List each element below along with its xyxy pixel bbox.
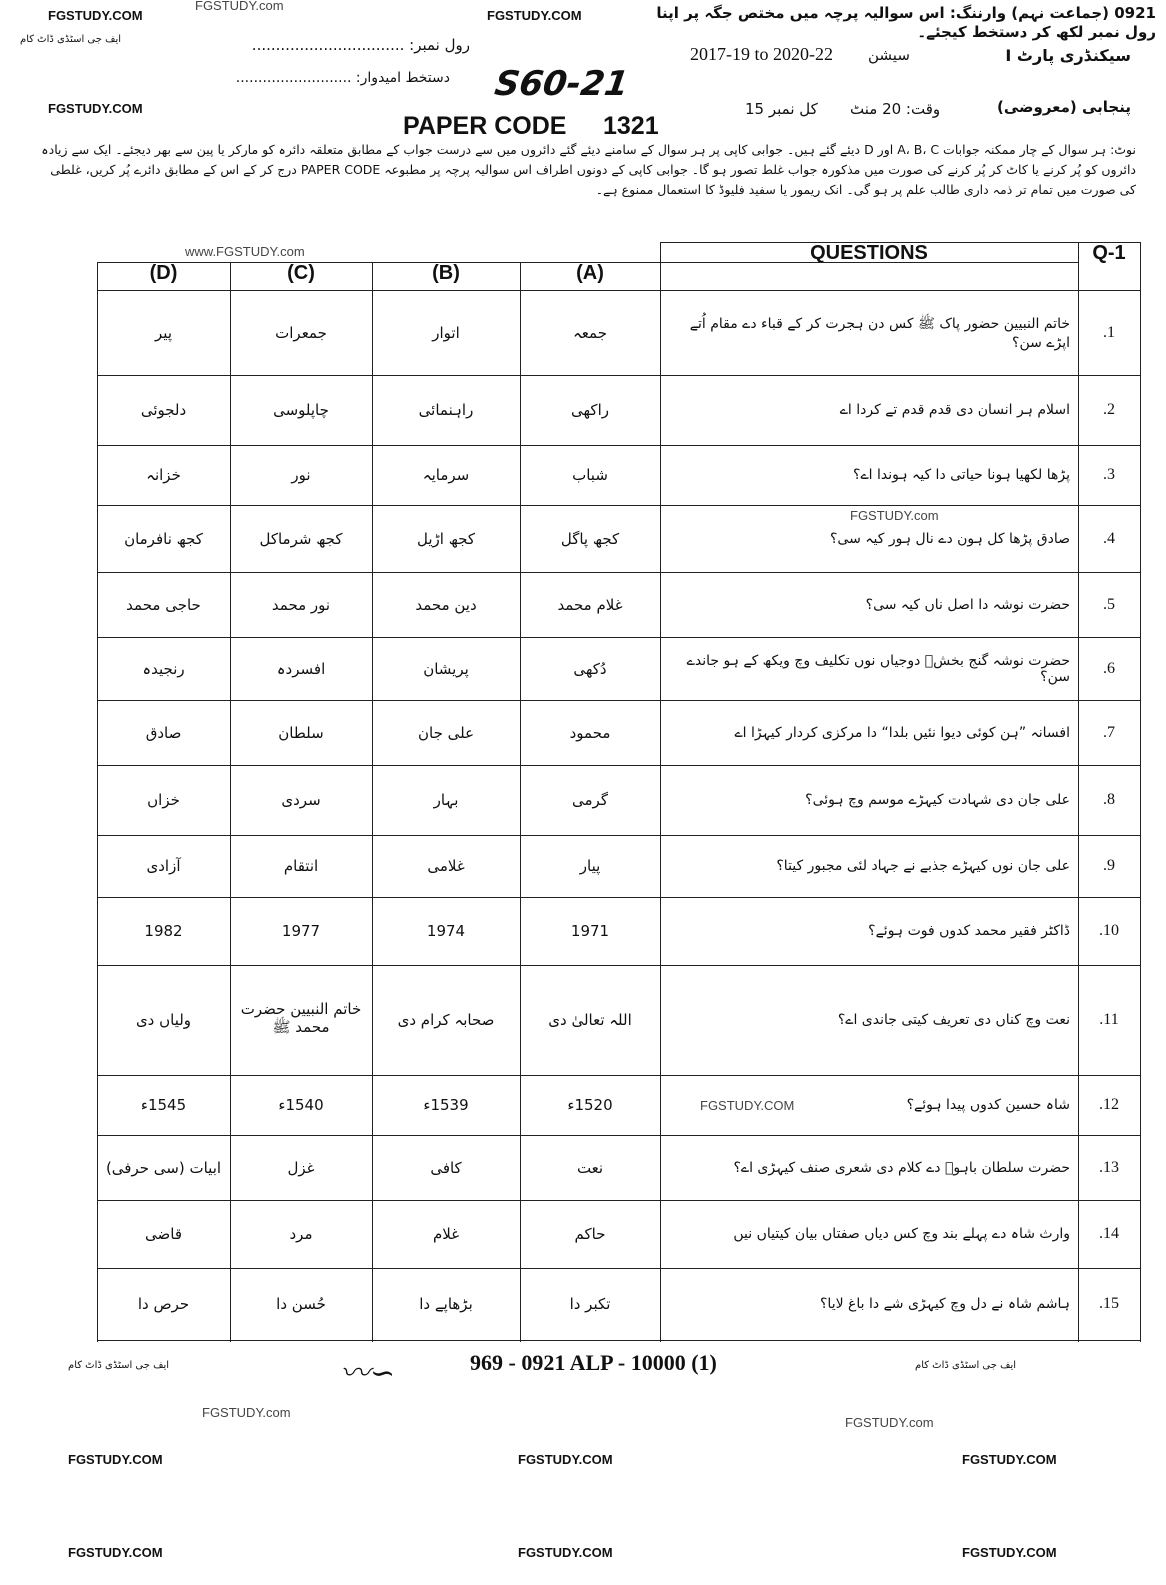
- question-number: .7: [1103, 723, 1115, 741]
- option-d: حاجی محمد: [126, 595, 201, 614]
- option-d: 1982: [144, 922, 183, 940]
- question-text: خاتم النبیین حضور پاک ﷺ کس دن ہجرت کر کے قباء دے مقام اُتے اپڑے سن؟: [689, 315, 1070, 351]
- option-d: ولیاں دی: [135, 1011, 192, 1029]
- question-number: .1: [1103, 323, 1115, 341]
- option-d: صادق: [145, 723, 182, 742]
- question-text: علی جان نوں کیہڑے جذبے نے جہاد لئی مجبور کیتا؟: [776, 858, 1070, 874]
- option-b: سرمایہ: [422, 466, 470, 484]
- option-a: شباب: [572, 466, 608, 484]
- option-c: افسردہ: [276, 659, 326, 678]
- option-d: خزانہ: [146, 466, 181, 484]
- table-row: [97, 1268, 1140, 1340]
- option-a: محمود: [569, 723, 611, 742]
- option-b: راہنمائی: [418, 401, 474, 419]
- watermark: FGSTUDY.COM: [68, 1545, 163, 1560]
- option-b: علی جان: [417, 723, 475, 742]
- total-marks: کل نمبر 15: [745, 100, 818, 118]
- option-c: حُسن دا: [276, 1295, 326, 1313]
- divider: [660, 242, 1140, 243]
- q-number-header: Q-1: [1092, 242, 1126, 264]
- option-a: پیار: [579, 857, 601, 875]
- part-label: سیکنڈری پارٹ I: [1005, 46, 1131, 65]
- class-warning: 0921 (جماعت نہم) وارننگ: اس سوالیہ پرچہ میں مختص جگہ پر اپنا رول نمبر لکھ کر دستخط کیجئے۔: [656, 4, 1156, 41]
- watermark: www.FGSTUDY.com: [185, 244, 305, 259]
- option-c: جمعرات: [275, 323, 327, 342]
- option-b-header: (B): [432, 262, 460, 284]
- option-b: صحابہ کرام دی: [397, 1011, 495, 1029]
- question-number: .3: [1103, 466, 1115, 483]
- question-number: .14: [1099, 1225, 1119, 1242]
- option-a: نعت: [576, 1158, 604, 1177]
- table-row: [97, 765, 1140, 835]
- option-b: غلام: [432, 1225, 460, 1243]
- table-row: [97, 572, 1140, 637]
- divider: [97, 1340, 1140, 1341]
- question-text: حضرت نوشہ گنج بخشؒ دوجیاں نوں تکلیف وچ ویکھ کے ہو جاندے سن؟: [686, 652, 1070, 685]
- option-c: سردی: [281, 791, 321, 809]
- option-c: خاتم النبیین حضرت محمد ﷺ: [240, 1000, 362, 1036]
- option-c: چاپلوسی: [273, 401, 329, 419]
- divider: [1140, 242, 1141, 1342]
- question-text: صادق پڑھا کل ہون دے نال ہور کیہ سی؟: [830, 530, 1070, 547]
- question-text: حضرت نوشہ دا اصل ناں کیہ سی؟: [865, 596, 1070, 613]
- option-d: ابیات (سی حرفی): [105, 1158, 222, 1177]
- watermark: FGSTUDY.COM: [518, 1452, 613, 1467]
- print-code: 969 - 0921 ALP - 10000 (1): [470, 1350, 717, 1375]
- option-c: کجھ شرماکل: [259, 529, 343, 548]
- question-text: حضرت سلطان باہوؒ دے کلام دی شعری صنف کیہڑی اے؟: [733, 1159, 1070, 1176]
- option-a: اللہ تعالیٰ دی: [548, 1011, 632, 1029]
- option-a: 1520ء: [567, 1096, 613, 1114]
- questions-table: [97, 242, 1140, 1342]
- watermark: FGSTUDY.COM: [962, 1452, 1057, 1467]
- table-row: [97, 375, 1140, 445]
- paper-code-label: PAPER CODE: [403, 112, 567, 140]
- option-c: غزل: [287, 1158, 315, 1177]
- option-d: 1545ء: [140, 1096, 187, 1114]
- watermark-urdu: ایف جی اسٹڈی ڈاٹ کام: [20, 34, 122, 45]
- watermark: FGSTUDY.COM: [962, 1545, 1057, 1560]
- option-a: غلام محمد: [557, 595, 623, 614]
- table-row: [97, 965, 1140, 1075]
- option-b: اتوار: [432, 323, 460, 342]
- option-d-header: (D): [149, 262, 178, 284]
- question-number: .4: [1103, 529, 1115, 547]
- question-text: نعت وچ کناں دی تعریف کیتی جاندی اے؟: [837, 1012, 1070, 1028]
- option-d: حرص دا: [137, 1295, 190, 1313]
- question-number: .15: [1099, 1295, 1119, 1312]
- table-row: [97, 700, 1140, 765]
- question-number: .8: [1103, 791, 1115, 808]
- signature-scribble-icon: 〰︎∽: [340, 1356, 396, 1391]
- option-d: خزاں: [147, 791, 180, 809]
- watermark: FGSTUDY.COM: [48, 8, 143, 23]
- option-a: راکھی: [571, 401, 609, 419]
- option-c: نور محمد: [271, 595, 331, 614]
- question-number: .6: [1103, 659, 1115, 677]
- question-number: .9: [1103, 857, 1115, 874]
- watermark-urdu: ایف جی اسٹڈی ڈاٹ کام: [68, 1360, 170, 1371]
- table-row: [97, 637, 1140, 700]
- option-d: کجھ نافرمان: [124, 529, 203, 548]
- question-text: شاہ حسین کدوں پیدا ہوئے؟: [906, 1097, 1070, 1113]
- question-text: افسانہ ”ہن کوئی دیوا نئیں بلدا“ دا مرکزی کردار کیہڑا اے: [734, 724, 1070, 741]
- table-row: [97, 505, 1140, 572]
- option-a: کجھ پاگل: [560, 529, 620, 548]
- option-a: دُکھی: [573, 659, 607, 678]
- option-c: انتقام: [283, 857, 319, 875]
- watermark: FGSTUDY.COM: [48, 101, 143, 116]
- question-number: .5: [1103, 595, 1115, 613]
- option-a: تکبر دا: [569, 1295, 611, 1313]
- option-c: نور: [291, 466, 311, 484]
- table-row: [97, 835, 1140, 897]
- candidate-signature-field[interactable]: دستخط امیدوار: ..........................: [235, 70, 450, 86]
- question-text: اسلام ہر انسان دی قدم قدم تے کردا اے: [839, 402, 1070, 418]
- option-a: جمعہ: [573, 323, 607, 342]
- questions-header: QUESTIONS: [810, 242, 928, 264]
- watermark: FGSTUDY.COM: [487, 8, 582, 23]
- question-text: علی جان دی شہادت کیہڑے موسم وچ ہوئی؟: [805, 792, 1070, 808]
- option-d: آزادی: [146, 857, 181, 875]
- time-allowed: وقت: 20 منٹ: [850, 100, 941, 118]
- roll-number-field[interactable]: رول نمبر: ................................: [251, 36, 470, 54]
- watermark-urdu: ایف جی اسٹڈی ڈاٹ کام: [915, 1360, 1017, 1371]
- watermark: FGSTUDY.com: [845, 1415, 934, 1430]
- divider: [97, 262, 1078, 263]
- handwritten-code: S60-21: [492, 64, 632, 104]
- watermark: FGSTUDY.com: [850, 508, 939, 523]
- option-c-header: (C): [287, 262, 315, 284]
- instructions-note: نوٹ: ہر سوال کے چار ممکنہ جوابات A، B، C اور D دیئے گئے ہیں۔ جوابی کاپی پر ہر سوال کے سامنے دیئے گئے دائروں میں سے درست جواب کے مطابق متعلقہ دائرہ کو مارکر یا پین سے بھر دیجئے۔ ایک سے زیادہ دائروں کو پُر کرنے یا کاٹ کر پُر کرنے کی صورت میں مذکورہ جواب غلط تصور ہو گا۔ جوابی کاپی کے دونوں اطراف اس سوالیہ پرچہ پر مطبوعہ PAPER CODE درج کر کے اس کے مطابق دائرے پُر کریں، غلطی کی صورت میں تمام تر ذمہ داری طالب علم پر ہو گی۔ انک ریمور یا سفید فلیوڈ کا استعمال ممنوع ہے۔: [41, 142, 1136, 197]
- table-row: [97, 445, 1140, 505]
- question-text: پڑھا لکھیا ہونا حیاتی دا کیہ ہوندا اے؟: [853, 467, 1070, 483]
- option-c: 1540ء: [278, 1096, 324, 1114]
- option-b: غلامی: [427, 857, 465, 875]
- option-a: حاکم: [574, 1225, 606, 1243]
- question-number: .2: [1103, 401, 1115, 418]
- option-b: پریشان: [423, 659, 469, 678]
- question-text: ہاشم شاہ نے دل وچ کیہڑی شے دا باغ لایا؟: [820, 1296, 1070, 1312]
- subject: پنجابی (معروضی): [996, 98, 1131, 116]
- paper-code: 1321: [603, 112, 659, 140]
- watermark: FGSTUDY.com: [202, 1405, 291, 1420]
- option-c: 1977: [281, 922, 321, 940]
- option-b: دین محمد: [415, 595, 477, 614]
- question-number: .12: [1099, 1096, 1119, 1113]
- option-a-header: (A): [576, 262, 604, 284]
- session-years: 2017-19 to 2020-22: [690, 44, 833, 64]
- option-a: 1971: [570, 922, 610, 940]
- option-d: قاضی: [145, 1225, 182, 1243]
- table-row: [97, 897, 1140, 965]
- session-label: سیشن: [868, 46, 910, 64]
- option-d: پیر: [155, 323, 172, 342]
- option-b: کافی: [430, 1158, 462, 1177]
- option-b: بہار: [433, 791, 459, 809]
- option-b: 1539ء: [423, 1096, 469, 1114]
- question-text: ڈاکٹر فقیر محمد کدوں فوت ہوئے؟: [868, 923, 1070, 939]
- table-row: [97, 1075, 1140, 1135]
- question-text: وارث شاہ دے پہلے بند وچ کس دیاں صفتاں بیان کیتیاں نیں: [733, 1226, 1070, 1242]
- watermark: FGSTUDY.COM: [700, 1098, 795, 1113]
- option-d: رنجیدہ: [142, 659, 185, 678]
- question-number: .11: [1099, 1011, 1119, 1028]
- question-number: .13: [1099, 1158, 1119, 1176]
- option-b: کجھ اڑیل: [417, 529, 476, 548]
- table-row: [97, 1135, 1140, 1200]
- option-d: دلجوئی: [140, 401, 187, 419]
- watermark: FGSTUDY.COM: [518, 1545, 613, 1560]
- watermark: FGSTUDY.com: [195, 0, 284, 13]
- option-c: سلطان: [278, 723, 324, 742]
- option-c: مرد: [289, 1225, 313, 1243]
- option-a: گرمی: [572, 791, 608, 809]
- table-row: [97, 1200, 1140, 1268]
- watermark: FGSTUDY.COM: [68, 1452, 163, 1467]
- question-number: .10: [1099, 922, 1119, 939]
- option-b: بڑھاپے دا: [419, 1295, 473, 1313]
- option-b: 1974: [426, 922, 466, 940]
- table-row: [97, 290, 1140, 375]
